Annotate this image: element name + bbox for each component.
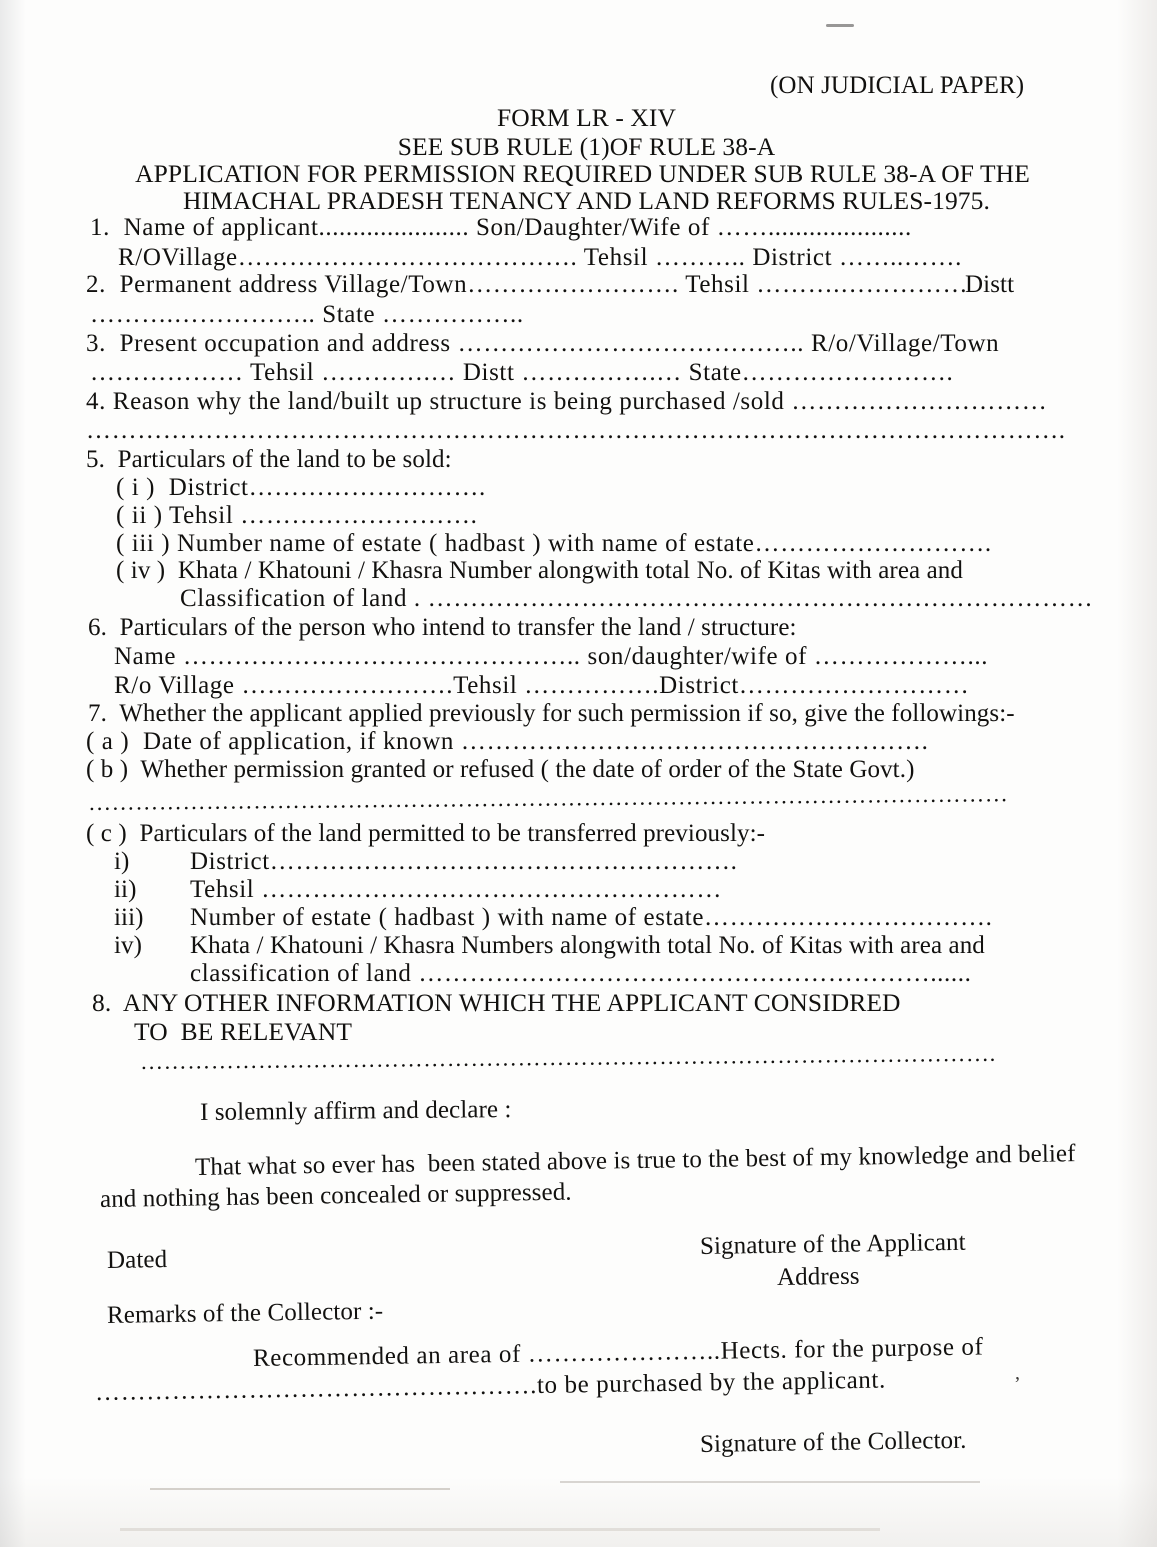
item-7-a-date-of-application: ( a ) Date of application, if known ………………………………………………. bbox=[86, 728, 929, 755]
item-7-c-iv-marker: iv) bbox=[114, 932, 143, 959]
item-7-previous-application: 7. Whether the applicant applied previously for such permission if so, give the followings:- bbox=[88, 700, 1015, 727]
signature-of-collector-label: Signature of the Collector. bbox=[699, 1426, 967, 1458]
item-2-distt-label: Distt bbox=[965, 271, 1015, 298]
declaration-paragraph-line-2: and nothing has been concealed or suppressed. bbox=[99, 1178, 572, 1213]
item-5-particulars-of-land: 5. Particulars of the land to be sold: bbox=[86, 446, 452, 473]
item-5-iv-khata-khatouni: ( iv ) Khata / Khatouni / Khasra Number alongwith total No. of Kitas with area and bbox=[116, 557, 963, 584]
item-8-any-other-information: 8. ANY OTHER INFORMATION WHICH THE APPLICANT CONSIDRED bbox=[92, 988, 901, 1017]
declaration-affirm-line: I solemnly affirm and declare : bbox=[199, 1096, 512, 1126]
item-7-c-i-district: District………………………………………………. bbox=[190, 848, 738, 875]
applicant-address-label: Address bbox=[776, 1262, 860, 1291]
dated-label: Dated bbox=[106, 1246, 168, 1274]
see-sub-rule-title: SEE SUB RULE (1)OF RULE 38-A bbox=[397, 132, 776, 161]
item-6-residence-line: R/o Village …………………….Tehsil …………….District……………………… bbox=[114, 672, 970, 699]
remarks-of-collector-label: Remarks of the Collector :- bbox=[106, 1297, 384, 1329]
item-7-c-ii-marker: ii) bbox=[114, 876, 137, 903]
form-number-title: FORM LR - XIV bbox=[496, 103, 677, 132]
item-4-reason-for-purchase: 4. Reason why the land/built up structure is being purchased /sold ………………………… bbox=[86, 388, 1048, 415]
item-1-residence-village: R/OVillage…………………………………. Tehsil ……….. District ……..……. bbox=[118, 244, 962, 271]
item-3-tehsil-distt-state: ……………… Tehsil ………….… Distt …………….… State……………………. bbox=[90, 359, 954, 386]
item-7-b-permission-granted: ( b ) Whether permission granted or refused ( the date of order of the State Govt.) bbox=[86, 756, 915, 783]
item-6-particulars-of-transferor: 6. Particulars of the person who intend to transfer the land / structure: bbox=[88, 614, 797, 641]
item-8-dotted-line: ………………………………………………………………………………………………. bbox=[139, 1040, 997, 1074]
item-5-i-district: ( i ) District………………………. bbox=[116, 474, 486, 501]
item-5-iv-classification-of-land: Classification of land . …………………………………………………………………… bbox=[180, 585, 1094, 612]
item-7-c-particulars-previously-transferred: ( c ) Particulars of the land permitted to be transferred previously:- bbox=[86, 820, 766, 847]
declaration-paragraph-line-1: That what so ever has been stated above is true to the best of my knowledge and belief bbox=[194, 1140, 1076, 1181]
item-7-b-dotted-line: ……………………………………………………………………………………………………… bbox=[87, 781, 1009, 815]
item-7-c-iii-marker: iii) bbox=[114, 904, 144, 931]
item-2-permanent-address: 2. Permanent address Village/Town……………………. Tehsil ……….…………… bbox=[86, 271, 969, 298]
stray-ink-mark: , bbox=[1015, 1362, 1020, 1384]
item-1-name-of-applicant: 1. Name of applicant...................... Son/Daughter/Wife of ……..................... bbox=[90, 214, 912, 241]
application-title-line-2: HIMACHAL PRADESH TENANCY AND LAND REFORMS RULES-1975. bbox=[183, 186, 990, 215]
item-6-name-line: Name ……………………………………….. son/daughter/wife of ………………... bbox=[114, 643, 989, 670]
item-2-state-line: ……….…………….. State …………….. bbox=[90, 301, 524, 328]
signature-of-applicant-label: Signature of the Applicant bbox=[699, 1228, 966, 1260]
item-8-to-be-relevant: TO BE RELEVANT bbox=[134, 1017, 353, 1046]
item-7-c-iii-estate-number: Number of estate ( hadbast ) with name of estate……………………………. bbox=[190, 904, 993, 931]
to-be-purchased-line: …………………………………………….to be purchased by the applicant. bbox=[94, 1366, 887, 1406]
recommended-area-line: Recommended an area of …………………..Hects. for the purpose of bbox=[252, 1333, 984, 1372]
item-5-ii-tehsil: ( ii ) Tehsil ………………………. bbox=[116, 502, 478, 529]
judicial-paper-note: (ON JUDICIAL PAPER) bbox=[770, 72, 1025, 99]
item-7-c-iv-khata-khatouni: Khata / Khatouni / Khasra Numbers alongwith total No. of Kitas with area and bbox=[190, 932, 985, 959]
item-7-c-i-marker: i) bbox=[114, 848, 130, 875]
item-4-continuation-dots: ……………………………………………………………………………………………………. bbox=[86, 417, 1066, 444]
item-7-c-ii-tehsil: Tehsil ……………………………………………… bbox=[190, 876, 722, 903]
item-7-c-iv-classification-of-land: classification of land ……………………………………………………...... bbox=[190, 960, 972, 987]
item-5-iii-estate-number: ( iii ) Number name of estate ( hadbast ) with name of estate………………………. bbox=[116, 530, 992, 557]
item-3-present-occupation: 3. Present occupation and address ………………………………….. R/o/Village/Town bbox=[86, 330, 1000, 357]
application-title-line-1: APPLICATION FOR PERMISSION REQUIRED UNDER SUB RULE 38-A OF THE bbox=[135, 159, 1030, 188]
